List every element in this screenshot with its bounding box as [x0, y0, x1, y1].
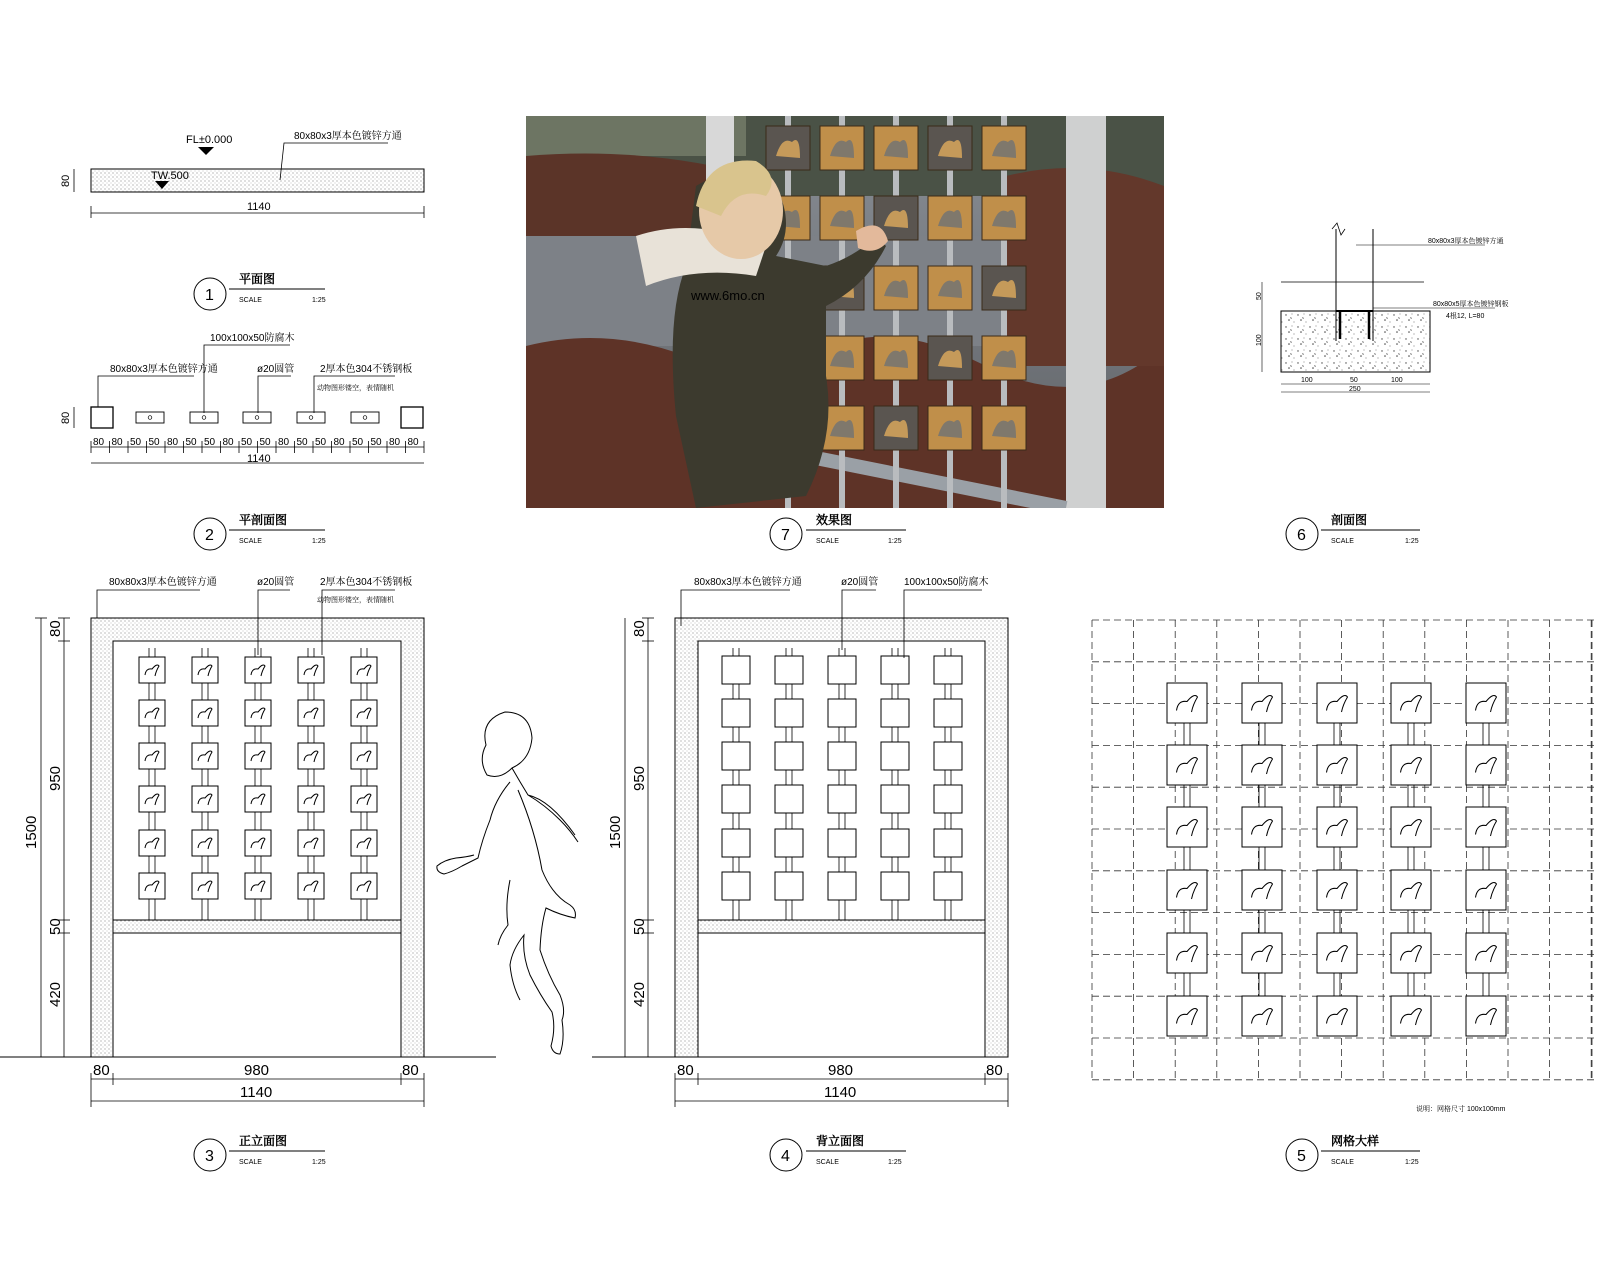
dim-total-v-label: 1500: [607, 815, 624, 849]
fl-level-label: FL±0.000: [186, 134, 233, 146]
view-number: 3: [205, 1148, 214, 1165]
dim-width-label: 1140: [247, 201, 271, 213]
dim-label: 80: [278, 437, 290, 448]
wood-block: [881, 785, 909, 813]
wolf-icon: [1391, 807, 1431, 847]
view-title: 效果图: [816, 513, 853, 527]
callout-bolt-label: 4根12, L=80: [1446, 313, 1485, 320]
view-title: 平剖面图: [239, 513, 288, 527]
bat-icon: [298, 657, 324, 683]
dim-v-label: 50: [631, 918, 648, 935]
view-number: 2: [205, 527, 214, 544]
dim-label: 50: [130, 437, 142, 448]
dim-v-label: 100: [1256, 334, 1263, 346]
fl-level-marker: [198, 147, 214, 155]
squirrel-icon: [245, 873, 271, 899]
wood-block: [828, 699, 856, 727]
callout-tube-label: 80x80x3厚本色镀锌方通: [1428, 238, 1504, 245]
view-title: 背立面图: [816, 1134, 865, 1148]
callout-tube-label: 80x80x3厚本色镀锌方通: [294, 131, 402, 142]
seahorse-icon: [192, 873, 218, 899]
dim-h-label: 50: [1350, 377, 1358, 384]
kangaroo-icon: [245, 657, 271, 683]
tw-level-label: TW.500: [151, 170, 189, 182]
camel-icon: [1167, 870, 1207, 910]
wood-block: [934, 656, 962, 684]
kangaroo-icon: [1317, 683, 1357, 723]
view-number: 6: [1297, 527, 1306, 544]
grid-note: 说明：网格尺寸 100x100mm: [1416, 1106, 1506, 1113]
wood-block: [722, 785, 750, 813]
owl-icon: [1167, 807, 1207, 847]
hare-icon: [1167, 933, 1207, 973]
dim-label: 50: [315, 437, 327, 448]
snail-icon: [1242, 933, 1282, 973]
scale-label: SCALE: [239, 538, 262, 545]
bat-icon: [1391, 683, 1431, 723]
wood-block: [722, 742, 750, 770]
ostrich-icon: [192, 700, 218, 726]
dim-v-label: 950: [631, 765, 648, 791]
post-left: [91, 407, 113, 428]
wood-block: [934, 699, 962, 727]
hedgehog-icon: [1317, 870, 1357, 910]
wood-block: [775, 656, 803, 684]
dim-total-label: 250: [1349, 386, 1361, 393]
wood-block: [881, 742, 909, 770]
scale-value: 1:25: [888, 1159, 902, 1166]
dim-h-label: 80: [677, 1062, 694, 1079]
block-grid: [722, 648, 962, 920]
ram-icon: [245, 743, 271, 769]
wood-block: [775, 785, 803, 813]
seahorse-icon: [1242, 996, 1282, 1036]
dim-total-v-label: 1500: [23, 815, 40, 849]
scale-label: SCALE: [239, 297, 262, 304]
eagle-icon: [1167, 745, 1207, 785]
callout-plate-sublabel: 动物图形镂空，表情随机: [317, 385, 394, 392]
view-6-section: [1256, 223, 1508, 550]
view-title: 网格大样: [1331, 1134, 1380, 1148]
callout-tube-label: 80x80x3厚本色镀锌方通: [110, 364, 218, 375]
dim-label: 80: [407, 437, 419, 448]
callout-plate-sublabel: 动物图形镂空，表情随机: [317, 597, 394, 604]
butterfly-icon: [1317, 745, 1357, 785]
wood-block: [722, 656, 750, 684]
bull-icon: [1391, 933, 1431, 973]
scale-label: SCALE: [816, 538, 839, 545]
wood-block: [775, 829, 803, 857]
hare-icon: [139, 830, 165, 856]
duck-icon: [1391, 870, 1431, 910]
hawk-icon: [1466, 870, 1506, 910]
dim-label: 50: [185, 437, 197, 448]
dim-label: 80: [389, 437, 401, 448]
rabbit-icon: [1391, 745, 1431, 785]
wood-block: [722, 699, 750, 727]
dim-label: 80: [167, 437, 179, 448]
wood-block: [828, 656, 856, 684]
callout-block-label: 100x100x50防腐木: [904, 577, 989, 588]
dim-v-label: 950: [47, 765, 64, 791]
callout-tube-label: 80x80x3厚本色镀锌方通: [109, 577, 217, 588]
wood-block: [881, 699, 909, 727]
scale-label: SCALE: [1331, 1159, 1354, 1166]
view-title: 平面图: [239, 272, 276, 286]
hedgehog-icon: [245, 786, 271, 812]
dim-height-label: 80: [60, 174, 72, 187]
scale-value: 1:25: [312, 297, 326, 304]
wood-block: [828, 872, 856, 900]
bear-icon: [1242, 807, 1282, 847]
wood-block: [828, 829, 856, 857]
dim-label: 50: [370, 437, 382, 448]
dim-label: 50: [296, 437, 308, 448]
wood-block: [934, 872, 962, 900]
wood-block: [775, 872, 803, 900]
duck-icon: [298, 786, 324, 812]
wood-block: [828, 742, 856, 770]
view-number: 1: [205, 287, 214, 304]
owl-icon: [139, 743, 165, 769]
scale-label: SCALE: [1331, 538, 1354, 545]
dim-v-label: 80: [631, 620, 648, 637]
scale-value: 1:25: [888, 538, 902, 545]
horse-icon: [1466, 807, 1506, 847]
hippo-icon: [139, 873, 165, 899]
bear-icon: [192, 743, 218, 769]
callout-plate-label: 2厚本色304不锈钢板: [320, 364, 413, 375]
view-4-back-elevation: [592, 575, 1008, 1171]
bear-cub-icon: [298, 873, 324, 899]
scale-value: 1:25: [1405, 1159, 1419, 1166]
wood-block: [934, 829, 962, 857]
turtle-icon: [192, 657, 218, 683]
deer-icon: [192, 786, 218, 812]
scale-label: SCALE: [239, 1159, 262, 1166]
view-title: 剖面图: [1331, 513, 1368, 527]
bull-icon: [298, 830, 324, 856]
section-block: [351, 412, 379, 423]
wood-block: [828, 785, 856, 813]
dim-height-label: 80: [60, 411, 72, 424]
dim-label: 50: [241, 437, 253, 448]
ostrich-icon: [1242, 745, 1282, 785]
view-1-plan: [60, 129, 424, 310]
bottom-rail: [698, 920, 985, 933]
wood-block: [881, 829, 909, 857]
wood-block: [775, 699, 803, 727]
crayfish-icon: [245, 830, 271, 856]
callout-pipe-label: ø20圆管: [841, 577, 879, 588]
dim-label: 50: [352, 437, 364, 448]
dim-label: 80: [222, 437, 234, 448]
view-3-front-elevation: [0, 575, 578, 1171]
rabbit-icon: [298, 700, 324, 726]
shark-icon: [1466, 933, 1506, 973]
dim-v-label: 420: [47, 981, 64, 1007]
post-right: [401, 407, 423, 428]
dragonfly-icon: [1466, 996, 1506, 1036]
view-number: 4: [781, 1148, 790, 1165]
dim-label: 80: [93, 437, 105, 448]
dim-h-label: 980: [828, 1062, 854, 1079]
pelican-icon: [1466, 683, 1506, 723]
pelican-icon: [351, 657, 377, 683]
callout-tube-label: 80x80x3厚本色镀锌方通: [694, 577, 802, 588]
turtle-icon: [1242, 683, 1282, 723]
section-block: [243, 412, 271, 423]
child-figure: [437, 712, 578, 1054]
ram-icon: [1317, 807, 1357, 847]
bottom-rail: [113, 920, 401, 933]
view-7-rendering: [526, 116, 1164, 550]
scale-value: 1:25: [312, 538, 326, 545]
photo-watermark: www.6mo.cn: [691, 288, 765, 303]
heron-icon: [139, 657, 165, 683]
wood-block: [934, 742, 962, 770]
wood-block: [722, 829, 750, 857]
hippo-icon: [1167, 996, 1207, 1036]
dim-total-h-label: 1140: [824, 1084, 857, 1101]
camel-icon: [139, 786, 165, 812]
wood-block: [934, 785, 962, 813]
view-number: 5: [1297, 1148, 1306, 1165]
bird-icon: [351, 700, 377, 726]
scale-value: 1:25: [1405, 538, 1419, 545]
dim-h-label: 100: [1301, 377, 1313, 384]
deer-icon: [1242, 870, 1282, 910]
hawk-icon: [351, 786, 377, 812]
shark-icon: [351, 830, 377, 856]
view-2-plan-section: [60, 331, 424, 550]
wood-block: [722, 872, 750, 900]
bear-cub-icon: [1391, 996, 1431, 1036]
heron-icon: [1167, 683, 1207, 723]
bird-icon: [1466, 745, 1506, 785]
callout-pipe-label: ø20圆管: [257, 364, 295, 375]
dim-v-label: 50: [47, 918, 64, 935]
plan-beam: [91, 169, 424, 192]
dragonfly-icon: [351, 873, 377, 899]
dim-label: 50: [204, 437, 216, 448]
dim-h-label: 980: [244, 1062, 270, 1079]
tile-grid: [139, 648, 377, 920]
squirrel-icon: [1317, 996, 1357, 1036]
dim-total-h-label: 1140: [240, 1084, 273, 1101]
crayfish-icon: [1317, 933, 1357, 973]
section-block: [190, 412, 218, 423]
dim-h-label: 80: [402, 1062, 419, 1079]
dim-label: 50: [259, 437, 271, 448]
dim-h-label: 100: [1391, 377, 1403, 384]
footing: [1281, 311, 1430, 372]
view-number: 7: [781, 527, 790, 544]
dim-v-label: 50: [1256, 292, 1263, 300]
dim-h-label: 80: [93, 1062, 110, 1079]
dimension-chain: [91, 437, 424, 453]
effect-photo: [526, 116, 1164, 508]
horse-icon: [351, 743, 377, 769]
dim-v-label: 420: [631, 981, 648, 1007]
section-block: [297, 412, 325, 423]
dim-label: 80: [333, 437, 345, 448]
block-row: [136, 412, 379, 423]
snail-icon: [192, 830, 218, 856]
scale-label: SCALE: [816, 1159, 839, 1166]
view-title: 正立面图: [239, 1134, 288, 1148]
view-5-grid-detail: [1092, 620, 1595, 1171]
wolf-icon: [298, 743, 324, 769]
dim-label: 50: [148, 437, 160, 448]
callout-pipe-label: ø20圆管: [257, 577, 295, 588]
wood-block: [775, 742, 803, 770]
dim-h-label: 80: [986, 1062, 1003, 1079]
dim-total-label: 1140: [247, 453, 271, 465]
section-block: [136, 412, 164, 423]
callout-block-label: 100x100x50防腐木: [210, 333, 295, 344]
wood-block: [881, 656, 909, 684]
eagle-icon: [139, 700, 165, 726]
tile-grid: [1167, 683, 1506, 1036]
scale-value: 1:25: [312, 1159, 326, 1166]
wood-block: [881, 872, 909, 900]
dim-v-label: 80: [47, 620, 64, 637]
butterfly-icon: [245, 700, 271, 726]
callout-plate-label: 2厚本色304不锈钢板: [320, 577, 413, 588]
callout-plate-label: 80x80x5厚本色镀锌钢板: [1433, 301, 1509, 308]
dim-label: 80: [111, 437, 123, 448]
